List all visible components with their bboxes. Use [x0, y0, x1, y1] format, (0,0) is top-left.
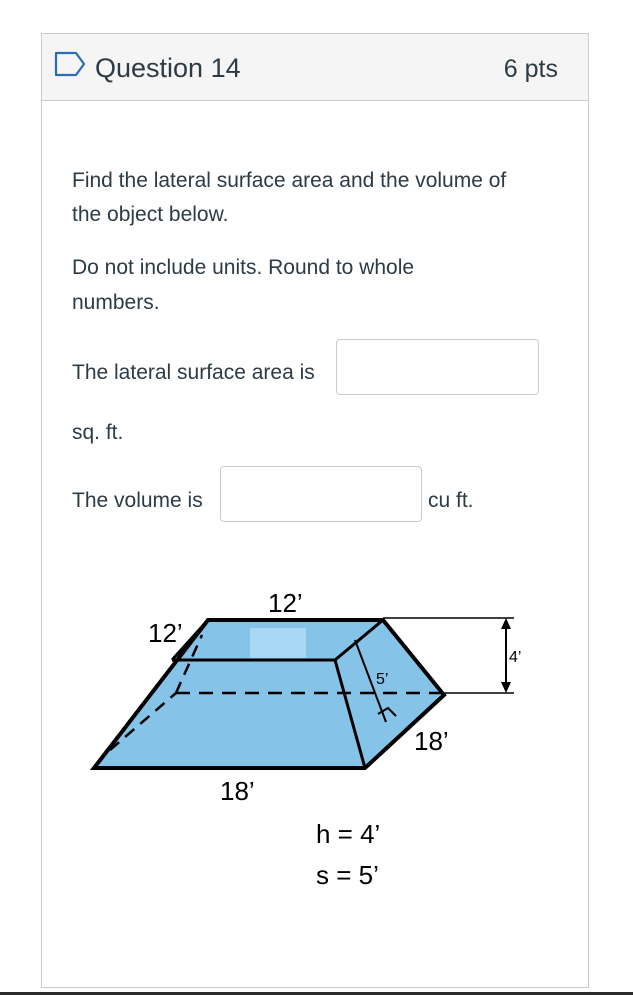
height-label: 4’	[509, 649, 522, 666]
bottom-width-label: 18’	[414, 726, 449, 756]
lateral-area-label: The lateral surface area is	[72, 361, 315, 384]
volume-unit: cu ft.	[428, 489, 474, 512]
top-face-highlight	[250, 628, 306, 658]
volume-label: The volume is	[72, 489, 203, 512]
instruction-line-1: Do not include units. Round to whole	[72, 256, 415, 279]
bottom-length-label: 18’	[220, 776, 255, 806]
top-width-label: 12’	[148, 618, 183, 648]
prompt-line-1: Find the lateral surface area and the volume of	[72, 169, 507, 192]
height-arrow-bottom	[501, 682, 511, 693]
slant-label: 5’	[376, 671, 389, 688]
top-length-label: 12’	[268, 588, 303, 618]
lateral-area-unit: sq. ft.	[72, 421, 124, 444]
instruction-line-2: numbers.	[72, 291, 160, 314]
s-equation: s = 5’	[316, 860, 379, 890]
height-arrow-top	[501, 618, 511, 629]
h-equation: h = 4’	[316, 819, 381, 849]
question-points: 6 pts	[503, 55, 558, 83]
question-title: Question 14	[95, 53, 241, 83]
prompt-line-2: the object below.	[72, 203, 229, 226]
